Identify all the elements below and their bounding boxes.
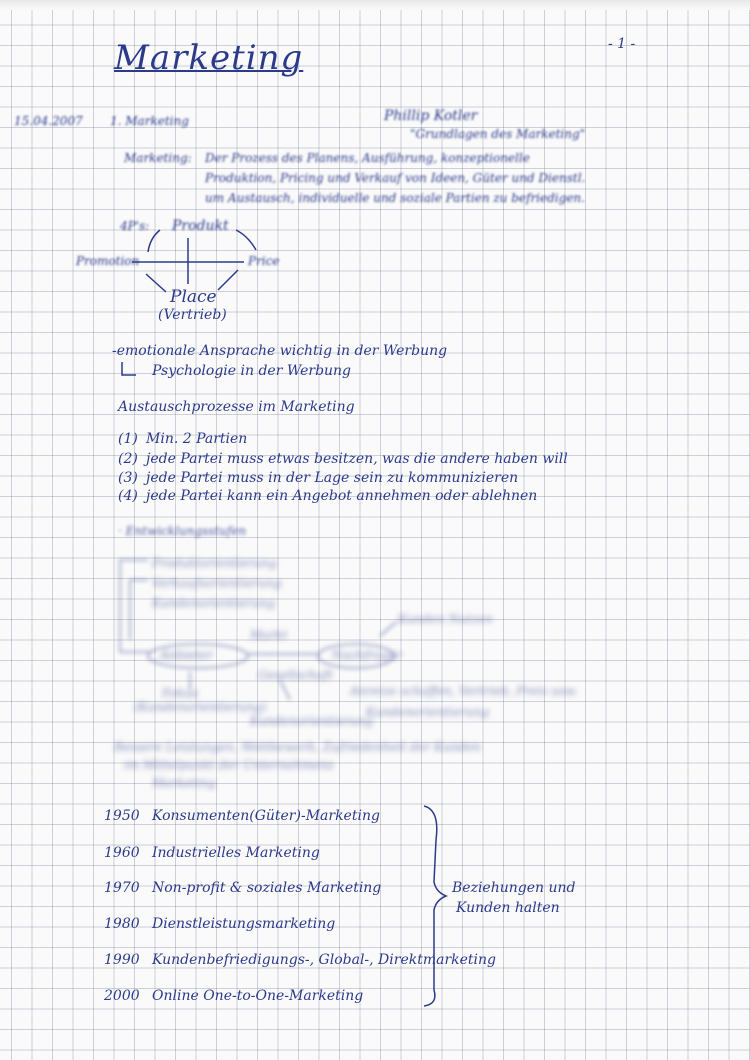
blurred-footer: Marketing — [152, 776, 216, 790]
blurred-mid: Nachfrager — [332, 648, 402, 662]
timeline-year: 2000 — [104, 988, 140, 1004]
definition-line: Produktion, Pricing und Verkauf von Ideen, Güter und Dienstl. — [205, 171, 586, 185]
blurred-market: Markt — [250, 628, 288, 642]
timeline-text: Non-profit & soziales Marketing — [152, 880, 382, 896]
blurred-line: (Kundenorientierung) — [134, 700, 267, 714]
exchange-heading: Austauschprozesse im Marketing — [118, 399, 355, 415]
page-number: - 1 - — [608, 36, 636, 52]
date: 15.04.2007 — [14, 114, 83, 128]
timeline-year: 1950 — [104, 808, 140, 824]
page-title: Marketing — [114, 38, 304, 78]
exchange-item-text: jede Partei muss etwas besitzen, was die andere haben will — [146, 451, 568, 467]
blurred-mid: Anbieter — [160, 648, 213, 662]
definition-label: Marketing: — [124, 151, 192, 165]
definition-line: Der Prozess des Planens, Ausführung, konzeptionelle — [205, 151, 530, 165]
blurred-bottom-note: Kundenorientierung — [250, 714, 373, 728]
timeline-year: 1960 — [104, 845, 140, 861]
blurred-middle-note: Gesellschaft — [258, 668, 333, 682]
blurred-stage: Produktorientierung — [152, 556, 277, 570]
fourp-label: 4P's: — [120, 219, 150, 233]
exchange-item-text: Min. 2 Partien — [146, 431, 248, 447]
timeline-text: Industrielles Marketing — [152, 845, 320, 861]
timeline-text: Kundenbefriedigungs-, Global-, Direktmarketing — [152, 952, 497, 968]
note-emotional: -emotionale Ansprache wichtig in der Werbung — [112, 343, 448, 359]
blurred-footer: Bessere Leistungen, Wettbewerb, Zufriedenheit der Kunden — [114, 740, 481, 754]
timeline-text: Dienstleistungsmarketing — [152, 916, 336, 932]
definition-line: um Austausch, individuelle und soziale Partien zu befriedigen. — [205, 191, 585, 205]
bracket-note: Kunden halten — [456, 900, 560, 916]
fourp-place: Place — [170, 287, 217, 307]
timeline-text: Konsumenten(Güter)-Marketing — [152, 808, 380, 824]
timeline-text: Online One-to-One-Marketing — [152, 988, 364, 1004]
section-heading: 1. Marketing — [110, 114, 189, 128]
exchange-item-text: jede Partei kann ein Angebot annehmen oder ablehnen — [146, 488, 538, 504]
bracket-note: Beziehungen und — [452, 880, 576, 896]
blurred-line: Kundenorientierung — [366, 705, 489, 719]
fourp-product: Produkt — [172, 218, 229, 234]
exchange-item-num: (2) — [118, 451, 138, 467]
blurred-stage: Kundenorientierung — [152, 596, 275, 610]
blurred-focus: Fokus — [162, 686, 199, 700]
exchange-item-text: jede Partei muss in der Lage sein zu kommunizieren — [146, 470, 519, 486]
timeline-year: 1980 — [104, 916, 140, 932]
book-title: "Grundlagen des Marketing" — [410, 127, 586, 141]
exchange-item-num: (1) — [118, 431, 138, 447]
author: Phillip Kotler — [384, 108, 478, 124]
fourp-promotion: Promotion — [76, 254, 140, 268]
blurred-stage: Verkaufsorientierung — [152, 576, 282, 590]
timeline-year: 1990 — [104, 952, 140, 968]
exchange-item-num: (3) — [118, 470, 138, 486]
timeline-year: 1970 — [104, 880, 140, 896]
fourp-price: Price — [248, 254, 280, 268]
exchange-item-num: (4) — [118, 488, 138, 504]
blurred-line: Anreize schaffen, Vertrieb, Preis usw. — [350, 684, 578, 698]
note-psychology: Psychologie in der Werbung — [152, 363, 352, 379]
blurred-right-label: Kunden Nutzen — [398, 612, 493, 626]
blurred-footer: im Mittelpunkt der Unternehmens — [124, 758, 334, 772]
blurred-heading: · Entwicklungsstufen — [118, 524, 247, 538]
fourp-place-sub: (Vertrieb) — [158, 307, 227, 323]
